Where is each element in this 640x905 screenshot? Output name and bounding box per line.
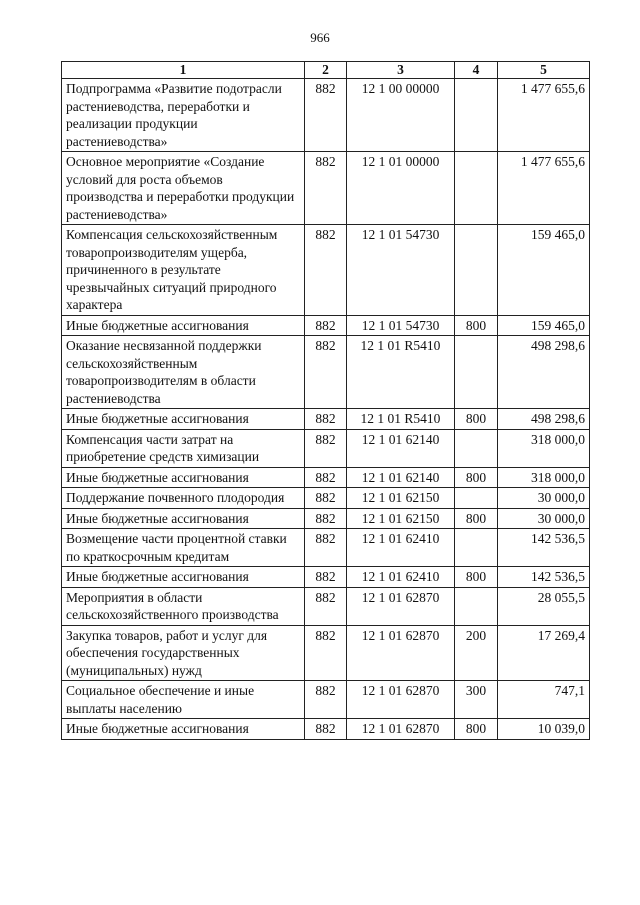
name-cell: Оказание несвязанной поддержки сельскохозяйственным товаропроизводителям в области растениеводства xyxy=(62,336,305,409)
target-code-cell: 12 1 00 00000 xyxy=(347,79,455,152)
amount-cell: 318 000,0 xyxy=(498,467,590,488)
target-code-cell: 12 1 01 62870 xyxy=(347,681,455,719)
expense-type-cell xyxy=(455,152,498,225)
table-row xyxy=(62,681,590,719)
table-row xyxy=(62,467,590,488)
name-cell: Социальное обеспечение и иные выплаты населению xyxy=(62,681,305,719)
admin-code-cell: 882 xyxy=(305,567,347,588)
name-cell: Иные бюджетные ассигнования xyxy=(62,467,305,488)
name-cell: Возмещение части процентной ставки по краткосрочным кредитам xyxy=(62,529,305,567)
table-row xyxy=(62,488,590,509)
admin-code-cell: 882 xyxy=(305,79,347,152)
table-row xyxy=(62,625,590,681)
admin-code-cell: 882 xyxy=(305,681,347,719)
target-code-cell: 12 1 01 62140 xyxy=(347,429,455,467)
amount-cell: 10 039,0 xyxy=(498,719,590,740)
target-code-cell: 12 1 01 62150 xyxy=(347,508,455,529)
expense-type-cell xyxy=(455,429,498,467)
name-cell: Иные бюджетные ассигнования xyxy=(62,409,305,430)
amount-cell: 30 000,0 xyxy=(498,508,590,529)
admin-code-cell: 882 xyxy=(305,152,347,225)
column-header-1: 1 xyxy=(62,62,305,79)
expense-type-cell xyxy=(455,529,498,567)
amount-cell: 1 477 655,6 xyxy=(498,152,590,225)
header-row xyxy=(62,62,590,79)
amount-cell: 17 269,4 xyxy=(498,625,590,681)
amount-cell: 159 465,0 xyxy=(498,315,590,336)
target-code-cell: 12 1 01 62410 xyxy=(347,567,455,588)
amount-cell: 318 000,0 xyxy=(498,429,590,467)
table-row xyxy=(62,79,590,152)
admin-code-cell: 882 xyxy=(305,508,347,529)
name-cell: Закупка товаров, работ и услуг для обеспечения государственных (муниципальных) нужд xyxy=(62,625,305,681)
target-code-cell: 12 1 01 62870 xyxy=(347,625,455,681)
target-code-cell: 12 1 01 54730 xyxy=(347,315,455,336)
expense-type-cell xyxy=(455,336,498,409)
amount-cell: 747,1 xyxy=(498,681,590,719)
table-row xyxy=(62,315,590,336)
target-code-cell: 12 1 01 00000 xyxy=(347,152,455,225)
table-row xyxy=(62,429,590,467)
expense-type-cell: 800 xyxy=(455,315,498,336)
amount-cell: 159 465,0 xyxy=(498,225,590,316)
name-cell: Поддержание почвенного плодородия xyxy=(62,488,305,509)
target-code-cell: 12 1 01 62150 xyxy=(347,488,455,509)
name-cell: Компенсация части затрат на приобретение средств химизации xyxy=(62,429,305,467)
name-cell: Иные бюджетные ассигнования xyxy=(62,567,305,588)
expense-type-cell xyxy=(455,79,498,152)
name-cell: Компенсация сельскохозяйственным товаропроизводителям ущерба, причиненного в результате чрезвычайных ситуаций природного характера xyxy=(62,225,305,316)
expense-type-cell xyxy=(455,225,498,316)
amount-cell: 142 536,5 xyxy=(498,567,590,588)
column-header-5: 5 xyxy=(498,62,590,79)
page-number: 966 xyxy=(310,30,330,45)
table-body xyxy=(62,79,590,740)
name-cell: Подпрограмма «Развитие подотрасли растениеводства, переработки и реализации продукции растениеводства» xyxy=(62,79,305,152)
name-cell: Иные бюджетные ассигнования xyxy=(62,315,305,336)
amount-cell: 30 000,0 xyxy=(498,488,590,509)
expense-type-cell: 200 xyxy=(455,625,498,681)
table-row xyxy=(62,508,590,529)
table-row xyxy=(62,152,590,225)
admin-code-cell: 882 xyxy=(305,587,347,625)
target-code-cell: 12 1 01 R5410 xyxy=(347,409,455,430)
column-header-3: 3 xyxy=(347,62,455,79)
table-row xyxy=(62,336,590,409)
expense-type-cell: 800 xyxy=(455,508,498,529)
target-code-cell: 12 1 01 62870 xyxy=(347,587,455,625)
target-code-cell: 12 1 01 62870 xyxy=(347,719,455,740)
table-row xyxy=(62,587,590,625)
amount-cell: 1 477 655,6 xyxy=(498,79,590,152)
amount-cell: 142 536,5 xyxy=(498,529,590,567)
target-code-cell: 12 1 01 62410 xyxy=(347,529,455,567)
admin-code-cell: 882 xyxy=(305,409,347,430)
table-row xyxy=(62,529,590,567)
admin-code-cell: 882 xyxy=(305,529,347,567)
target-code-cell: 12 1 01 R5410 xyxy=(347,336,455,409)
amount-cell: 498 298,6 xyxy=(498,336,590,409)
budget-table xyxy=(61,61,590,740)
table-row xyxy=(62,409,590,430)
table-header xyxy=(62,62,590,79)
amount-cell: 498 298,6 xyxy=(498,409,590,430)
admin-code-cell: 882 xyxy=(305,467,347,488)
expense-type-cell: 300 xyxy=(455,681,498,719)
expense-type-cell: 800 xyxy=(455,467,498,488)
expense-type-cell xyxy=(455,488,498,509)
admin-code-cell: 882 xyxy=(305,315,347,336)
table-row xyxy=(62,567,590,588)
table-row xyxy=(62,225,590,316)
table-row xyxy=(62,719,590,740)
name-cell: Иные бюджетные ассигнования xyxy=(62,508,305,529)
admin-code-cell: 882 xyxy=(305,719,347,740)
name-cell: Мероприятия в области сельскохозяйственного производства xyxy=(62,587,305,625)
target-code-cell: 12 1 01 54730 xyxy=(347,225,455,316)
admin-code-cell: 882 xyxy=(305,225,347,316)
column-header-4: 4 xyxy=(455,62,498,79)
admin-code-cell: 882 xyxy=(305,336,347,409)
admin-code-cell: 882 xyxy=(305,488,347,509)
admin-code-cell: 882 xyxy=(305,429,347,467)
target-code-cell: 12 1 01 62140 xyxy=(347,467,455,488)
expense-type-cell: 800 xyxy=(455,719,498,740)
expense-type-cell xyxy=(455,587,498,625)
admin-code-cell: 882 xyxy=(305,625,347,681)
expense-type-cell: 800 xyxy=(455,567,498,588)
column-header-2: 2 xyxy=(305,62,347,79)
amount-cell: 28 055,5 xyxy=(498,587,590,625)
name-cell: Основное мероприятие «Создание условий для роста объемов производства и переработки продукции растениеводства» xyxy=(62,152,305,225)
name-cell: Иные бюджетные ассигнования xyxy=(62,719,305,740)
expense-type-cell: 800 xyxy=(455,409,498,430)
